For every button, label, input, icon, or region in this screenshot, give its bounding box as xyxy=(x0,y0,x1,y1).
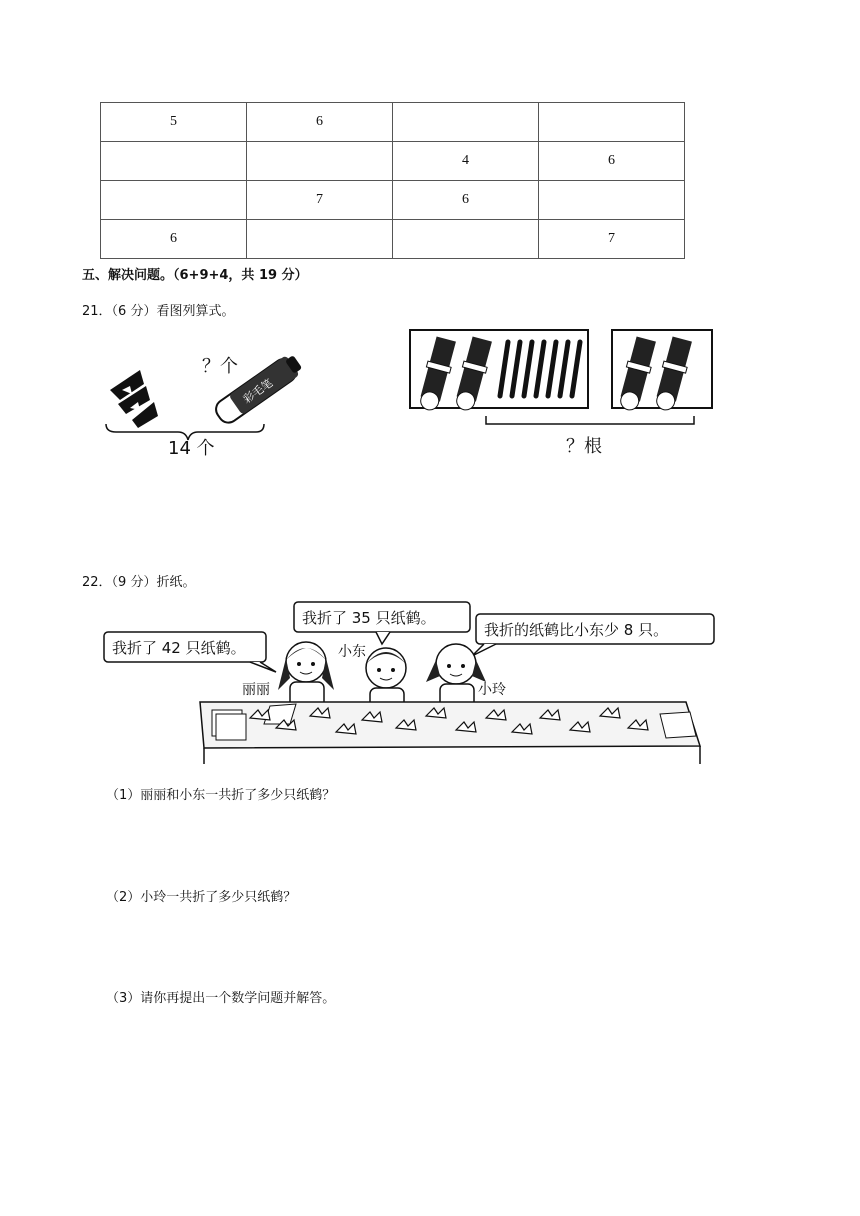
table-row xyxy=(101,103,685,142)
svg-text:我折的纸鹤比小东少 8 只。: 我折的纸鹤比小东少 8 只。 xyxy=(484,621,669,639)
question-21-label: 21．（6 分）看图列算式。 xyxy=(82,304,235,319)
table-cell: 6 xyxy=(101,220,247,259)
svg-text:我折了 35 只纸鹤。: 我折了 35 只纸鹤。 xyxy=(302,609,436,627)
table-cell xyxy=(393,220,539,259)
table-row xyxy=(101,181,685,220)
pen-total-label: 14 个 xyxy=(168,438,215,459)
table-row xyxy=(101,220,685,259)
table-cell xyxy=(247,220,393,259)
table-cell: 7 xyxy=(247,181,393,220)
table-cell: 4 xyxy=(393,142,539,181)
girl-lili-icon xyxy=(278,642,334,708)
pen-caps-icon xyxy=(110,370,158,428)
section-title: 五、解决问题。（6+9+4，共 19 分） xyxy=(82,268,308,283)
table-cell: 6 xyxy=(539,142,685,181)
table-cell xyxy=(393,103,539,142)
table-cell xyxy=(101,142,247,181)
sub-question-2: （2）小玲一共折了多少只纸鹤？ xyxy=(106,890,297,905)
table-cell: 6 xyxy=(393,181,539,220)
table-cell xyxy=(539,103,685,142)
number-table xyxy=(100,102,685,259)
speech-bubble-xiaodong xyxy=(294,602,470,644)
speech-bubble-xiaoling xyxy=(472,614,714,656)
table-cell xyxy=(101,181,247,220)
table-cell: 6 xyxy=(247,103,393,142)
sub-question-3: （3）请你再提出一个数学问题并解答。 xyxy=(106,991,336,1006)
svg-text:我折了 42 只纸鹤。: 我折了 42 只纸鹤。 xyxy=(112,639,246,657)
pen-text: 彩毛笔 xyxy=(240,376,276,407)
name-label-xiaoling: 小玲 xyxy=(478,682,506,698)
name-label-lili: 丽丽 xyxy=(242,682,270,698)
table-row xyxy=(101,142,685,181)
sticks-question-label: ？根 xyxy=(566,436,602,457)
brace-icon xyxy=(486,416,694,424)
table-cell xyxy=(247,142,393,181)
paper-crane-figure xyxy=(100,598,718,770)
speech-bubble-lili xyxy=(104,632,276,672)
table-cell: 5 xyxy=(101,103,247,142)
pen-question-label: ？个 xyxy=(202,356,238,377)
question-22-label: 22．（9 分）折纸。 xyxy=(82,575,196,590)
sub-question-1: （1）丽丽和小东一共折了多少只纸鹤？ xyxy=(106,788,336,803)
sticks-figure xyxy=(408,328,718,460)
name-label-xiaodong: 小东 xyxy=(338,644,366,660)
table-cell xyxy=(539,181,685,220)
table-icon xyxy=(200,702,700,764)
pen-figure xyxy=(100,328,310,460)
table-cell: 7 xyxy=(539,220,685,259)
